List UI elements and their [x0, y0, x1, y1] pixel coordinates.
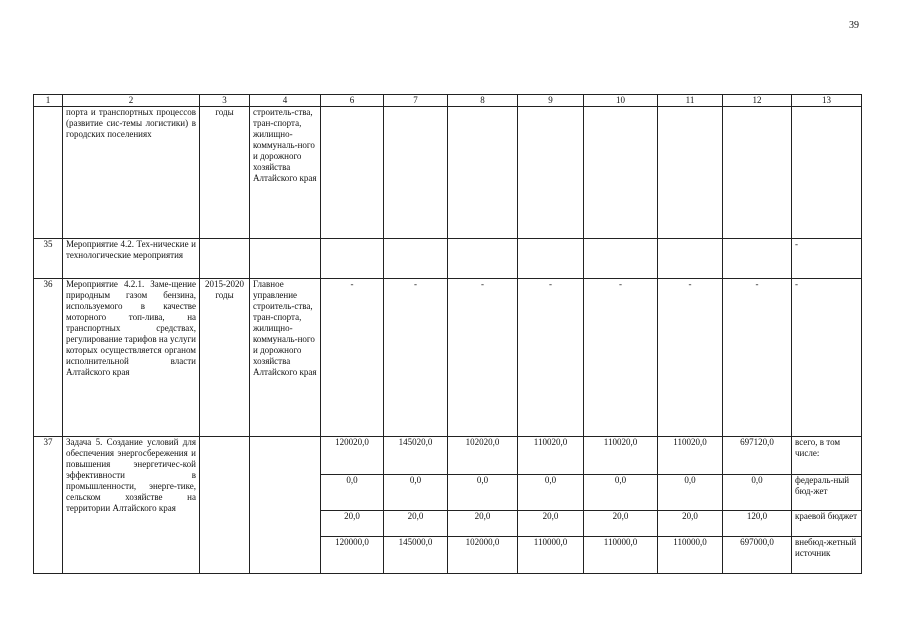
- value-cell: 102020,0: [448, 437, 518, 475]
- executor-cell: [250, 437, 321, 574]
- value-cell: [448, 107, 518, 239]
- value-cell: [518, 239, 584, 279]
- value-cell: 20,0: [321, 511, 384, 537]
- value-cell: 110000,0: [658, 537, 723, 574]
- value-cell: [384, 239, 448, 279]
- row-number-cell: 35: [34, 239, 63, 279]
- value-cell: 110020,0: [658, 437, 723, 475]
- source-cell: [792, 107, 862, 239]
- value-cell: -: [321, 279, 384, 437]
- value-cell: 120,0: [723, 511, 792, 537]
- table-row-37-total: [34, 437, 862, 475]
- value-cell: [584, 107, 658, 239]
- program-table: [33, 94, 862, 574]
- value-cell: -: [518, 279, 584, 437]
- value-cell: 110000,0: [584, 537, 658, 574]
- source-cell: всего, в том числе:: [792, 437, 862, 475]
- value-cell: -: [658, 279, 723, 437]
- value-cell: -: [448, 279, 518, 437]
- header-cell: 10: [584, 95, 658, 107]
- header-cell: 12: [723, 95, 792, 107]
- period-cell: [200, 437, 250, 574]
- row-number-cell: 36: [34, 279, 63, 437]
- header-cell: 8: [448, 95, 518, 107]
- column-number-row: [34, 95, 862, 107]
- value-cell: [321, 107, 384, 239]
- period-cell: [200, 239, 250, 279]
- value-cell: 145020,0: [384, 437, 448, 475]
- measure-cell: Мероприятие 4.2.1. Заме-щение природным газом бензина, используемого в качестве моторного топ-лива, на транспортных средствах, регулирование тарифов на услуги которых осуществляется органом исполнительной власти Алтайского края: [63, 279, 200, 437]
- value-cell: [448, 239, 518, 279]
- executor-cell: строитель-ства, тран-спорта, жилищно-коммуналь-ного и дорожного хозяйства Алтайского края: [250, 107, 321, 239]
- source-cell: краевой бюджет: [792, 511, 862, 537]
- header-cell: 2: [63, 95, 200, 107]
- value-cell: 0,0: [518, 475, 584, 511]
- value-cell: 697120,0: [723, 437, 792, 475]
- measure-cell: Мероприятие 4.2. Тех-нические и технологические мероприятия: [63, 239, 200, 279]
- value-cell: [658, 107, 723, 239]
- source-cell: внебюд-жетный источник: [792, 537, 862, 574]
- value-cell: 20,0: [658, 511, 723, 537]
- source-cell: -: [792, 279, 862, 437]
- source-cell: федераль-ный бюд-жет: [792, 475, 862, 511]
- value-cell: 697000,0: [723, 537, 792, 574]
- header-cell: 1: [34, 95, 63, 107]
- header-cell: 4: [250, 95, 321, 107]
- row-number-cell: 37: [34, 437, 63, 574]
- header-cell: 11: [658, 95, 723, 107]
- value-cell: [584, 239, 658, 279]
- value-cell: 0,0: [584, 475, 658, 511]
- value-cell: 20,0: [384, 511, 448, 537]
- header-cell: 3: [200, 95, 250, 107]
- value-cell: 20,0: [584, 511, 658, 537]
- header-cell: 13: [792, 95, 862, 107]
- table-row-continued: [34, 107, 862, 239]
- value-cell: [518, 107, 584, 239]
- executor-cell: Главное управление строитель-ства, тран-спорта, жилищно-коммуналь-ного и дорожного хозяйства Алтайского края: [250, 279, 321, 437]
- value-cell: 0,0: [448, 475, 518, 511]
- value-cell: 110000,0: [518, 537, 584, 574]
- value-cell: [723, 239, 792, 279]
- page-number: 39: [849, 20, 859, 31]
- value-cell: 110020,0: [584, 437, 658, 475]
- value-cell: 0,0: [723, 475, 792, 511]
- value-cell: 145000,0: [384, 537, 448, 574]
- header-cell: 6: [321, 95, 384, 107]
- value-cell: 0,0: [658, 475, 723, 511]
- value-cell: 110020,0: [518, 437, 584, 475]
- value-cell: 102000,0: [448, 537, 518, 574]
- value-cell: 0,0: [321, 475, 384, 511]
- value-cell: -: [384, 279, 448, 437]
- value-cell: [658, 239, 723, 279]
- executor-cell: [250, 239, 321, 279]
- measure-cell: Задача 5. Создание условий для обеспечения энергосбережения и повышения энергетичес-кой эффективности в промышленности, энерге-тике, сельском хозяйстве на территории Алтайского края: [63, 437, 200, 574]
- table-row-35: [34, 239, 862, 279]
- value-cell: 0,0: [384, 475, 448, 511]
- source-cell: -: [792, 239, 862, 279]
- value-cell: 20,0: [518, 511, 584, 537]
- value-cell: -: [584, 279, 658, 437]
- header-cell: 9: [518, 95, 584, 107]
- period-cell: годы: [200, 107, 250, 239]
- value-cell: -: [723, 279, 792, 437]
- period-cell: 2015-2020 годы: [200, 279, 250, 437]
- header-cell: 7: [384, 95, 448, 107]
- value-cell: [723, 107, 792, 239]
- table-row-36: [34, 279, 862, 437]
- value-cell: [384, 107, 448, 239]
- value-cell: 120000,0: [321, 537, 384, 574]
- value-cell: [321, 239, 384, 279]
- row-number-cell: [34, 107, 63, 239]
- value-cell: 20,0: [448, 511, 518, 537]
- measure-cell: порта и транспортных процессов (развитие сис-темы логистики) в городских поселениях: [63, 107, 200, 239]
- value-cell: 120020,0: [321, 437, 384, 475]
